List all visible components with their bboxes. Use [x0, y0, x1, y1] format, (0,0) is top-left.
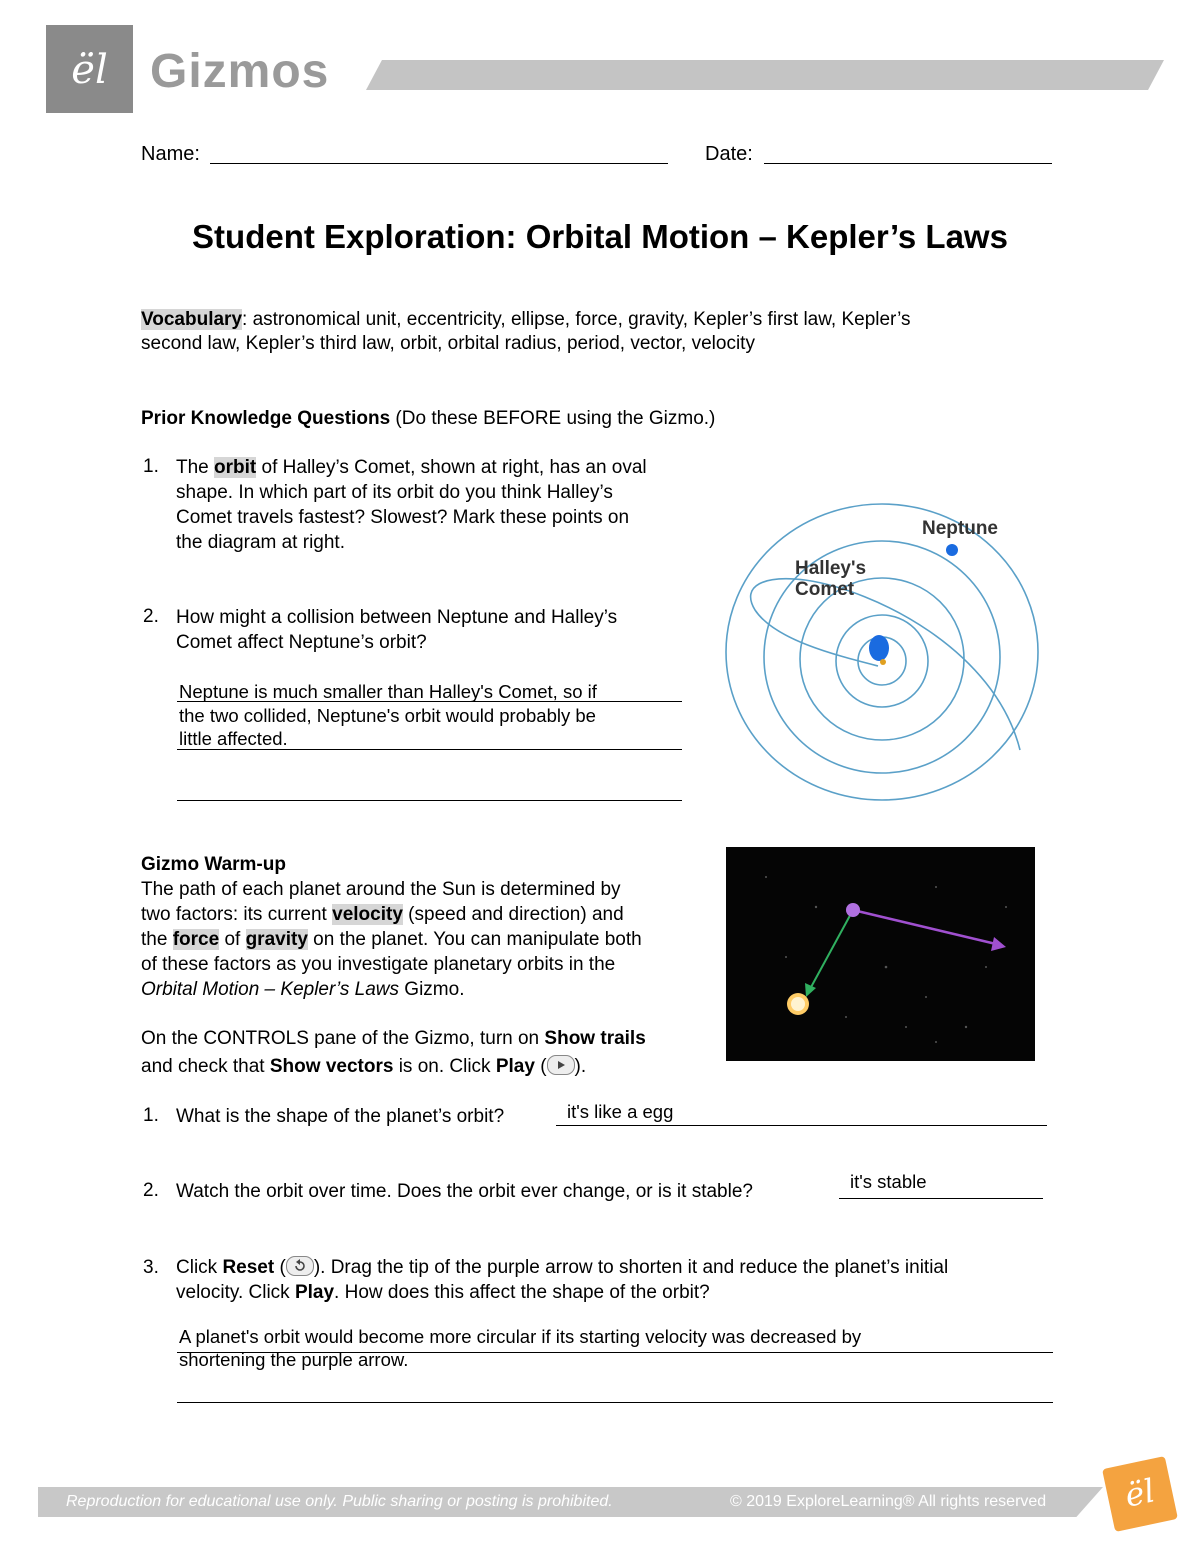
reset-icon: [286, 1256, 314, 1276]
comet-label-line1: Halley's: [795, 558, 867, 579]
neptune-dot: [946, 544, 958, 556]
prior-q2-answer-line1: Neptune is much smaller than Halley's Comet, so if: [179, 681, 597, 702]
warmup-p1-line1: The path of each planet around the Sun is determined by: [141, 879, 621, 900]
date-label: Date:: [705, 143, 753, 165]
gizmo-screenshot: [726, 847, 1035, 1061]
warmup-p1-line3: the force of gravity on the planet. You can manipulate both: [141, 929, 642, 950]
warmup-heading: Gizmo Warm-up: [141, 854, 286, 875]
warmup-q3-number: 3.: [143, 1257, 159, 1278]
header-bar: [366, 60, 1164, 90]
warmup-q2-answer: it's stable: [850, 1171, 927, 1192]
gravity-arrow: [810, 910, 853, 989]
warmup-q1-number: 1.: [143, 1105, 159, 1126]
warmup-p1-line2: two factors: its current velocity (speed and direction) and: [141, 904, 624, 925]
warmup-q3-answer-line1: A planet's orbit would become more circular if its starting velocity was decreased by: [179, 1326, 862, 1347]
velocity-arrow: [853, 910, 996, 944]
prior-q2-answer-line3: little affected.: [179, 728, 288, 749]
warmup-p2-line1: On the CONTROLS pane of the Gizmo, turn on Show trails: [141, 1028, 646, 1049]
vocabulary-label: Vocabulary: [141, 309, 243, 330]
planet: [846, 903, 860, 917]
warmup-q1-answer: it's like a egg: [567, 1101, 674, 1122]
brand-name: Gizmos: [150, 45, 330, 98]
prior-knowledge-heading: Prior Knowledge Questions (Do these BEFORE using the Gizmo.): [141, 408, 716, 429]
footer-disclaimer: Reproduction for educational use only. Public sharing or posting is prohibited.: [66, 1493, 613, 1510]
vocabulary-line2: second law, Kepler’s third law, orbit, orbital radius, period, vector, velocity: [141, 333, 755, 354]
prior-q1-line3: Comet travels fastest? Slowest? Mark these points on: [176, 507, 630, 528]
inner-planets-cluster: [869, 635, 889, 665]
warmup-q3-line2: velocity. Click Play. How does this affect the shape of the orbit?: [176, 1282, 710, 1303]
prior-q2-answer-line2: the two collided, Neptune's orbit would probably be: [179, 705, 596, 726]
prior-q2-line2: Comet affect Neptune’s orbit?: [176, 632, 427, 653]
halleys-comet-orbit: [751, 579, 1020, 750]
explorelearning-stamp: ël: [1102, 1456, 1178, 1532]
explorelearning-logo: ël: [46, 25, 133, 113]
footer-copyright: © 2019 ExploreLearning® All rights reserved: [730, 1493, 1047, 1510]
warmup-q2-number: 2.: [143, 1180, 159, 1201]
warmup-q3-line1: Click Reset ( ). Drag the tip of the purple arrow to shorten it and reduce the planet’s initial: [176, 1257, 949, 1278]
prior-q1-line4: the diagram at right.: [176, 532, 345, 553]
warmup-q1-text: What is the shape of the planet’s orbit?: [176, 1106, 505, 1127]
name-label: Name:: [141, 143, 200, 165]
warmup-p1-line5: Orbital Motion – Kepler’s Laws Gizmo.: [141, 979, 465, 1000]
name-field[interactable]: [210, 163, 668, 164]
warmup-q3-answer-line2: shortening the purple arrow.: [179, 1349, 409, 1370]
date-field[interactable]: [764, 163, 1052, 164]
answer-blank-line[interactable]: [177, 800, 682, 801]
page-title: Student Exploration: Orbital Motion – Kepler’s Laws: [192, 218, 1008, 255]
prior-q1-number: 1.: [143, 456, 159, 477]
comet-label-line2: Comet: [795, 579, 855, 600]
prior-q1-line1: The orbit of Halley’s Comet, shown at right, has an oval: [176, 457, 647, 478]
vocabulary-line1: Vocabulary: astronomical unit, eccentricity, ellipse, force, gravity, Kepler’s first law, Kepler’s: [141, 309, 911, 330]
answer-underline: [839, 1198, 1043, 1199]
answer-underline: [177, 701, 682, 702]
warmup-q2-text: Watch the orbit over time. Does the orbit ever change, or is it stable?: [176, 1181, 753, 1202]
warmup-p1-line4: of these factors as you investigate planetary orbits in the: [141, 954, 616, 975]
answer-underline: [177, 749, 682, 750]
neptune-label: Neptune: [922, 518, 998, 539]
prior-q1-line2: shape. In which part of its orbit do you think Halley’s: [176, 482, 613, 503]
warmup-p2-line2: and check that Show vectors is on. Click Play ( ).: [141, 1056, 587, 1077]
orbit-diagram: [715, 450, 1045, 810]
prior-q2-line1: How might a collision between Neptune and Halley’s: [176, 607, 618, 628]
play-icon: [547, 1055, 575, 1075]
answer-underline: [556, 1125, 1047, 1126]
prior-q2-number: 2.: [143, 606, 159, 627]
answer-blank-line[interactable]: [177, 1402, 1053, 1403]
